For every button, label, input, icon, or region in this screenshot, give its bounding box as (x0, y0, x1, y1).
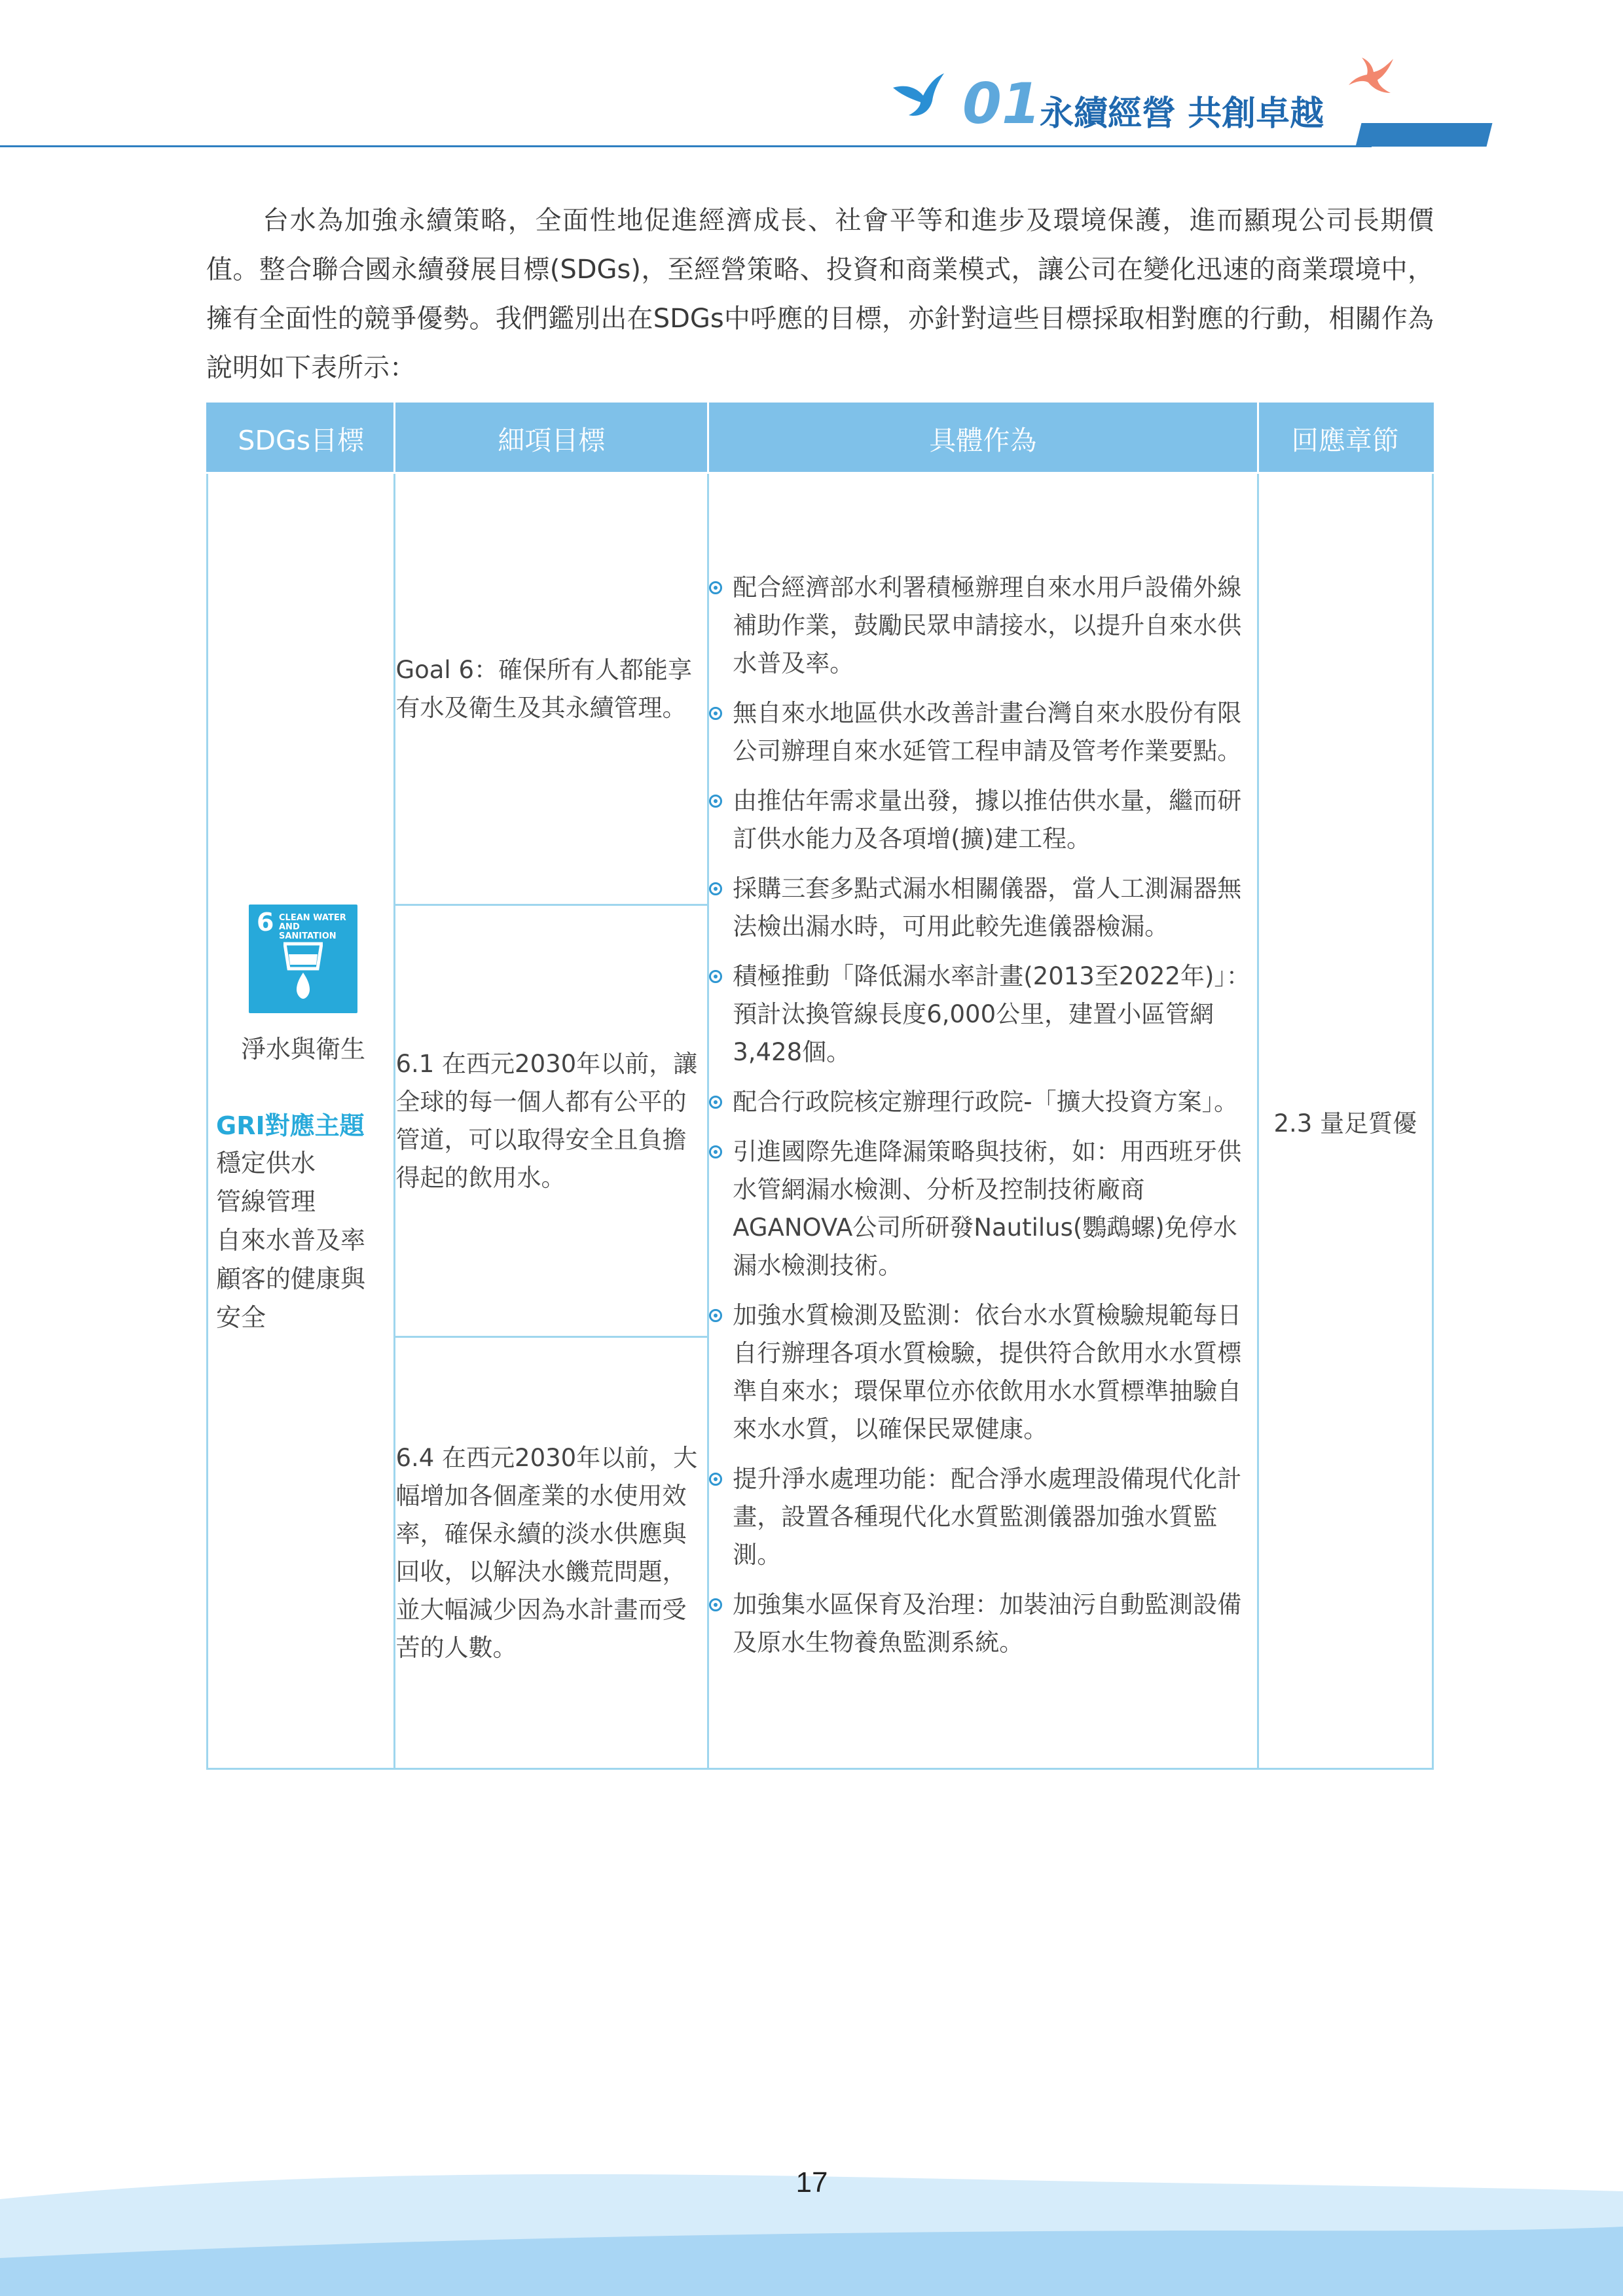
list-item: 無自來水地區供水改善計畫台灣自來水股份有限公司辦理自來水延管工程申請及管考作業要點。 (709, 694, 1256, 770)
water-glass-icon (283, 940, 323, 1003)
header-actions: 具體作為 (708, 404, 1258, 473)
target-bullet-icon (709, 1096, 722, 1109)
target-bullet-icon (709, 1309, 722, 1322)
gri-topic-list (216, 1144, 393, 1337)
list-item: 顧客的健康與 (216, 1265, 366, 1293)
table-row (208, 473, 1433, 905)
header-rule (0, 145, 1372, 147)
list-item: 自來水普及率 (216, 1226, 366, 1255)
header-sdgs-goal: SDGs目標 (208, 404, 395, 473)
header-sub-goal: 細項目標 (395, 404, 708, 473)
list-item: 積極推動「降低漏水率計畫(2013至2022年)」：預計汰換管線長度6,000公里，建置小區管網3,428個。 (709, 958, 1256, 1071)
sdg6-clean-water-icon: 6 CLEAN WATER AND SANITATION (249, 905, 357, 1013)
swallow-blue-icon (892, 72, 945, 118)
list-item: 加強水質檢測及監測：依台水水質檢驗規範每日自行辦理各項水質檢驗，提供符合飲用水水質標準自來水；環保單位亦依飲用水水質標準抽驗自來水水質，以確保民眾健康。 (709, 1297, 1256, 1448)
intro-paragraph: 台水為加強永續策略，全面性地促進經濟成長、社會平等和進步及環境保護，進而顯現公司長期價值。整合聯合國永續發展目標(SDGs)，至經營策略、投資和商業模式，讓公司在變化迅速的商業環境中，擁有全面性的競爭優勢。我們鑑別出在SDGs中呼應的目標，亦針對這些目標採取相對應的行動，相關作為說明如下表所示： (206, 206, 1434, 383)
goal-cell: 6.4 在西元2030年以前，大幅增加各個產業的水使用效率，確保永續的淡水供應與回收，以解決水饑荒問題，並大幅減少因為水計畫而受苦的人數。 (395, 1337, 708, 1769)
header-accent-bar (1356, 123, 1493, 147)
list-item: 管線管理 (216, 1187, 316, 1216)
sdg-name: 淨水與衛生 (241, 1035, 366, 1064)
chapter-cell: 2.3 量足質優 (1258, 473, 1432, 1769)
goal-cell: Goal 6：確保所有人都能享有水及衛生及其永續管理。 (395, 473, 708, 905)
swallow-orange-icon (1347, 56, 1395, 94)
list-item: 配合行政院核定辦理行政院-「擴大投資方案」。 (709, 1083, 1256, 1121)
list-item: 加強集水區保育及治理：加裝油污自動監測設備及原水生物養魚監測系統。 (709, 1586, 1256, 1662)
target-bullet-icon (709, 882, 722, 895)
list-item: 提升淨水處理功能：配合淨水處理設備現代化計畫，設置各種現代化水質監測儀器加強水質監測。 (709, 1460, 1256, 1574)
goal-cell: 6.1 在西元2030年以前，讓全球的每一個人都有公平的管道，可以取得安全且負擔得起的飲用水。 (395, 905, 708, 1337)
gri-topic-title: GRI對應主題 (216, 1111, 365, 1140)
target-bullet-icon (709, 1145, 722, 1158)
target-bullet-icon (709, 1473, 722, 1486)
target-bullet-icon (709, 707, 722, 720)
actions-cell (708, 473, 1258, 1769)
sdg-table (206, 403, 1434, 1770)
chapter-number: 01 (962, 71, 1041, 137)
list-item: 由推估年需求量出發，據以推估供水量，繼而研訂供水能力及各項增(擴)建工程。 (709, 782, 1256, 858)
target-bullet-icon (709, 1598, 722, 1611)
list-item: 採購三套多點式漏水相關儀器，當人工測漏器無法檢出漏水時，可用此較先進儀器檢漏。 (709, 870, 1256, 946)
table-header-row (208, 404, 1433, 473)
chapter-title: 永續經營 共創卓越 (1040, 94, 1324, 134)
action-list (709, 569, 1256, 1662)
page-number: 17 (795, 2166, 828, 2198)
list-item: 安全 (216, 1303, 266, 1332)
target-bullet-icon (709, 581, 722, 594)
list-item: 配合經濟部水利署積極辦理自來水用戶設備外線補助作業，鼓勵民眾申請接水，以提升自來水供水普及率。 (709, 569, 1256, 683)
header-chapter: 回應章節 (1258, 404, 1432, 473)
sdg-goal-cell (208, 473, 395, 1769)
list-item: 穩定供水 (216, 1149, 316, 1177)
list-item: 引進國際先進降漏策略與技術，如：用西班牙供水管網漏水檢測、分析及控制技術廠商AGANOVA公司所研發Nautilus(鸚鵡螺)免停水漏水檢測技術。 (709, 1133, 1256, 1285)
target-bullet-icon (709, 795, 722, 808)
target-bullet-icon (709, 970, 722, 983)
